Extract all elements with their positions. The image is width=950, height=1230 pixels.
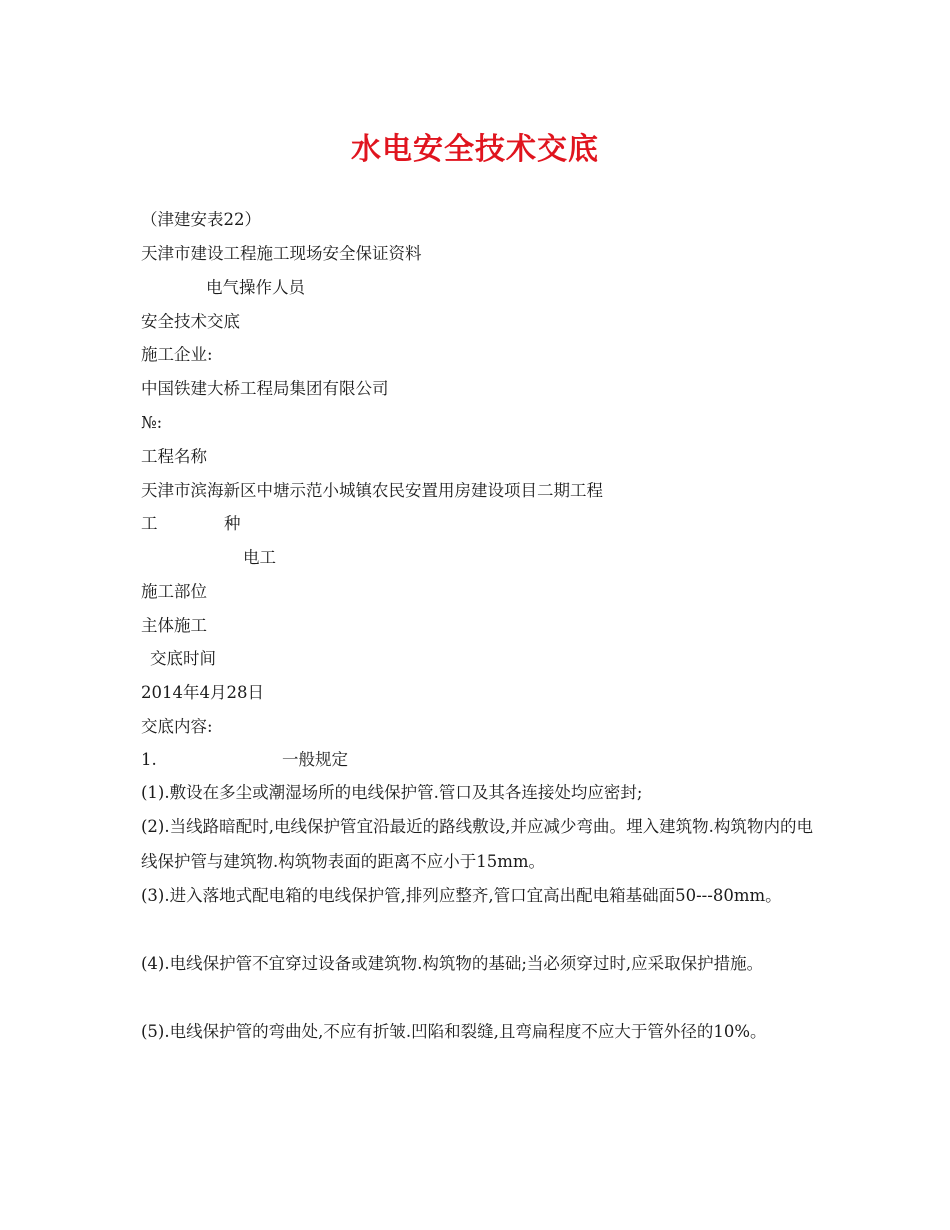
form-code: （津建安表22）	[141, 210, 261, 229]
document-header: 天津市建设工程施工现场安全保证资料	[141, 244, 422, 263]
section-number: 1.	[141, 750, 157, 769]
rule-item-2: (2).当线路暗配时,电线保护管宜沿最近的路线敷设,并应减少弯曲。埋入建筑物.构筑物内的电线保护管与建筑物.构筑物表面的距离不应小于15mm。	[141, 817, 813, 871]
location-value: 主体施工	[141, 616, 207, 635]
project-label: 工程名称	[141, 447, 207, 466]
trade-value: 电工	[243, 548, 276, 567]
section-title: 一般规定	[282, 750, 348, 769]
rule-item-1: (1).敷设在多尘或潮湿场所的电线保护管.管口及其各连接处均应密封;	[141, 783, 643, 802]
subject: 电气操作人员	[206, 278, 305, 297]
company-name: 中国铁建大桥工程局集团有限公司	[141, 379, 389, 398]
number-label: №:	[141, 413, 163, 432]
content-label: 交底内容:	[141, 717, 213, 736]
trade-label-second: 种	[224, 514, 241, 533]
date-value: 2014年4月28日	[141, 683, 264, 702]
project-name: 天津市滨海新区中塘示范小城镇农民安置用房建设项目二期工程	[141, 481, 603, 500]
location-label: 施工部位	[141, 582, 207, 601]
company-label: 施工企业:	[141, 345, 213, 364]
rule-item-4: (4).电线保护管不宜穿过设备或建筑物.构筑物的基础;当必须穿过时,应采取保护措施。	[141, 954, 764, 973]
document-type: 安全技术交底	[141, 312, 240, 331]
rule-item-5: (5).电线保护管的弯曲处,不应有折皱.凹陷和裂缝,且弯扁程度不应大于管外径的10%。	[141, 1022, 767, 1041]
document-title: 水电安全技术交底	[351, 132, 599, 167]
rule-item-3: (3).进入落地式配电箱的电线保护管,排列应整齐,管口宜高出配电箱基础面50---80mm。	[141, 886, 782, 905]
trade-label-first: 工	[141, 514, 158, 533]
date-label: 交底时间	[150, 649, 216, 668]
